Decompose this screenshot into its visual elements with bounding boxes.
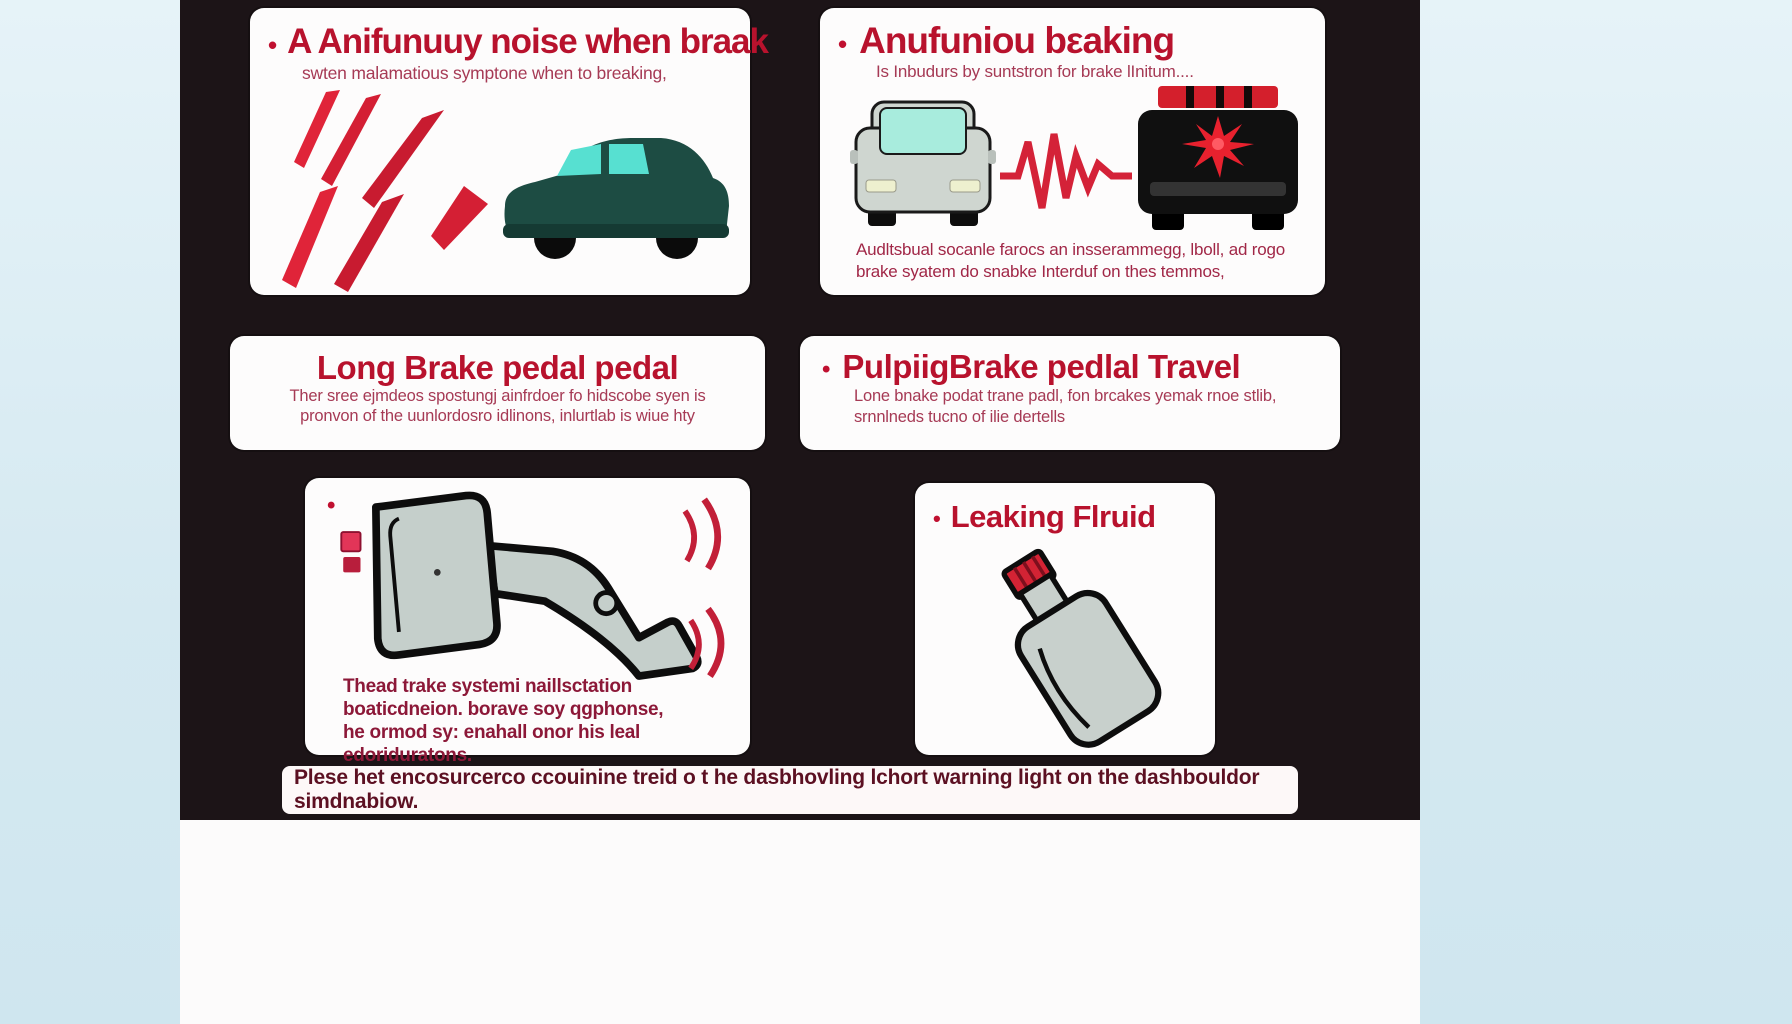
skid-marks-icon	[274, 90, 504, 295]
card-unusual-noise-header	[250, 8, 768, 61]
card-abnormal-braking	[820, 8, 1325, 295]
card-leaking-fluid	[915, 483, 1215, 755]
card-abnormal-braking-subtitle: Is Inbudurs by suntstron for brake lInitum....	[876, 61, 1194, 81]
card-brake-caliper-notes	[343, 675, 750, 767]
bullet-dot: •	[268, 30, 278, 60]
card-long-pedal-subtitle-2: pronvon of the uunlordosro idlinons, inlurtlab is wiue hty	[300, 406, 695, 425]
heartbeat-line-icon	[998, 128, 1133, 213]
card-abnormal-braking-notes	[856, 239, 1285, 283]
note-line: Thead trake systemi naillsctation	[343, 676, 632, 697]
card-long-pedal-subtitle-1: Ther sree ejmdeos spostungj ainfrdoer fo hidscobe syen is	[289, 386, 706, 405]
card-unusual-noise-subtitle: swten malamatious symptone when to breaking,	[302, 62, 667, 83]
bullet-dot: •	[822, 356, 831, 383]
card-unusual-noise	[250, 8, 768, 295]
card-pulsing-pedal-subtitle-2: srnnlneds tucno of ilie dertells	[854, 407, 1065, 426]
car-front-icon	[848, 94, 998, 234]
card-leaking-fluid-title: Leaking Flruid	[950, 499, 1156, 534]
card-long-pedal	[230, 336, 765, 450]
card-abnormal-braking-title: Anufuniou bεaking	[859, 20, 1175, 61]
card-pulsing-pedal-subtitle-1: Lone bnake podat trane padl, fon brcakes yemak rnoe stlib,	[854, 386, 1277, 405]
note-line: Audltsbual socanle farocs an insserammegg, lboll, ad rogo	[856, 240, 1285, 259]
bottom-white-strip	[180, 820, 1420, 1024]
footer-caption: Plese het encosurcerco ccouinine treid o t he dasbhovling lchort warning light on the dashbouldor simdnabiow.	[294, 766, 1260, 813]
note-line: he ormod sy: enahall onor his leal edoriduratons.	[343, 722, 641, 766]
card-pulsing-pedal-title: PulpiigBrake pedlal Travel	[842, 348, 1241, 385]
card-abnormal-braking-header	[820, 8, 1325, 61]
note-line: boaticdneion. borave soy qgphonse,	[343, 699, 664, 720]
footer-caption-strip	[282, 766, 1298, 814]
card-pulsing-pedal	[800, 336, 1340, 450]
card-pulsing-pedal-header	[800, 336, 1340, 385]
police-car-icon	[1132, 80, 1302, 238]
brake-caliper-icon	[321, 486, 736, 678]
card-brake-caliper	[305, 478, 750, 766]
card-long-pedal-title: Long Brake pedal pedal	[316, 349, 679, 386]
bullet-dot: •	[838, 29, 848, 59]
car-side-icon	[491, 106, 736, 281]
card-leaking-fluid-header	[915, 483, 1215, 534]
bullet-dot: •	[327, 492, 336, 519]
note-line: brake syatem do snabke Interduf on thes temmos,	[856, 262, 1225, 281]
card-unusual-noise-title: A Anifunuuy noise when braak	[287, 22, 768, 61]
fluid-bottle-icon	[937, 541, 1193, 746]
bullet-dot: •	[933, 506, 941, 531]
